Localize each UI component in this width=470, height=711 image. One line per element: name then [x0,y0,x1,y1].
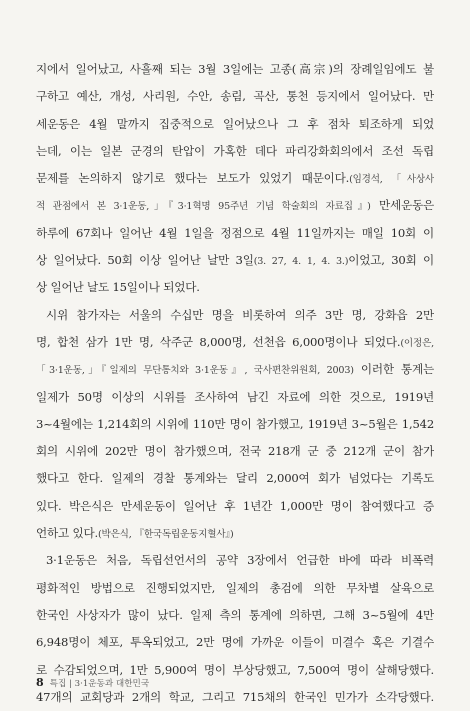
text-line [36,247,434,274]
text-line [36,520,434,547]
line-text: 상 일어났다. 50회 이상 일어난 날만 3일 [36,253,254,268]
line-text: 했다고 한다. 일제의 경찰 통계와는 달리 2,000여 회가 넘었다는 기록도 [36,471,434,486]
text-line [36,411,434,438]
page-footer [36,676,149,689]
line-text: 문제를 논의하지 않기로 했다는 보도가 있었기 때문이다. [36,171,350,186]
line-text-after-citation: 이러한 통계는 [353,362,434,377]
line-text: 세운동은 4월 말까지 집중적으로 일어났으나 그 후 점차 퇴조하게 되었 [36,116,434,131]
citation: (3. 27, 4. 1, 4. 3.) [253,256,349,268]
body-text [36,56,434,711]
text-line [36,220,434,247]
citation: 적 관점에서 본 3·1운동,」『3·1혁명 95주년 기념 학술회의 자료집』) [36,201,371,213]
text-line [36,602,434,629]
line-text: 상 일어난 날도 15일이나 되었다. [36,280,200,295]
text-line [36,83,434,110]
line-text: 회의 시위에 202만 명이 참가했으며, 전국 218개 군 중 212개 군이 참가 [36,444,434,459]
line-text-after-citation: 이었고, 30회 이 [348,253,434,268]
text-line [36,56,434,83]
line-text: 3·1운동은 처음, 독립선언서의 공약 3장에서 언급한 바에 따라 비폭력 [46,553,434,568]
text-line [36,465,434,492]
text-line [36,111,434,138]
line-text: 언하고 있다. [36,526,98,541]
line-text-after-citation: 만세운동은 [370,198,434,213]
line-text: 47개의 교회당과 2개의 학교, 그리고 715채의 한국인 민가가 소각당했다. [36,689,434,704]
text-line [36,384,434,411]
line-text: 있다. 박은식은 만세운동이 일어난 후 1년간 1,000만 명이 참여했다고 증 [36,498,434,513]
text-line [36,356,434,383]
line-text: 한국인 사상자가 많이 났다. 일제 측의 통계에 의하면, 그해 3~5월에 4만 [36,607,434,622]
line-text: 는데, 이는 일본 군경의 탄압이 가혹한 데다 파리강화회의에서 조선 독립 [36,143,434,158]
text-line [36,629,434,656]
line-text: 로 수감되었으며, 1만 5,900여 명이 부상당했고, 7,500여 명이 살해당했다. [36,662,434,677]
line-text: 6,948명이 체포, 투옥되었고, 2만 명에 가까운 이들이 미결수 혹은 기결수 [36,635,434,650]
text-line [36,192,434,219]
text-line [36,493,434,520]
citation: (임경석, 「사상사 [349,174,434,186]
line-text: 하루에 67회나 일어난 4월 1일을 정점으로 4월 11일까지는 매일 10회 이 [36,225,434,240]
citation: (이정은, [400,337,434,349]
text-line [36,138,434,165]
text-line [36,575,434,602]
running-head: 특집 | 3·1운동과 대한민국 [49,679,150,689]
line-text: 일제가 50명 이상의 시위를 조사하여 남긴 자료에 의한 것으로, 1919년 [36,389,434,404]
citation: (박은식, 『한국독립운동지혈사』) [97,529,234,541]
line-text: 지에서 일어났고, 사흘째 되는 3월 3일에는 고종(高宗)의 장례일임에도 불 [36,62,434,76]
text-line [36,165,434,192]
text-line [36,329,434,356]
line-text: 3~4월에는 1,214회의 시위에 110만 명이 참가했고, 1919년 3~5월은 1,542 [36,416,434,431]
text-line [36,547,434,574]
page-number: 8 [36,676,44,689]
text-line [36,438,434,465]
citation: 「3·1운동,」『일제의 무단통치와 3·1운동』, 국사편찬위원회, 2003) [36,365,354,377]
line-text: 구하고 예산, 개성, 사리원, 수안, 송림, 곡산, 통천 등지에서 일어났다. 만 [36,89,434,104]
line-text: 시위 참가자는 서울의 수십만 명을 비롯하여 의주 3만 명, 강화읍 2만 [46,307,434,322]
text-line [36,274,434,301]
line-text: 평화적인 방법으로 진행되었지만, 일제의 총검에 의한 무차별 살육으로 [36,580,434,595]
text-line [36,302,434,329]
line-text: 명, 합천 삼가 1만 명, 삭주군 8,000명, 선천읍 6,000명이나 되었다. [36,334,401,349]
